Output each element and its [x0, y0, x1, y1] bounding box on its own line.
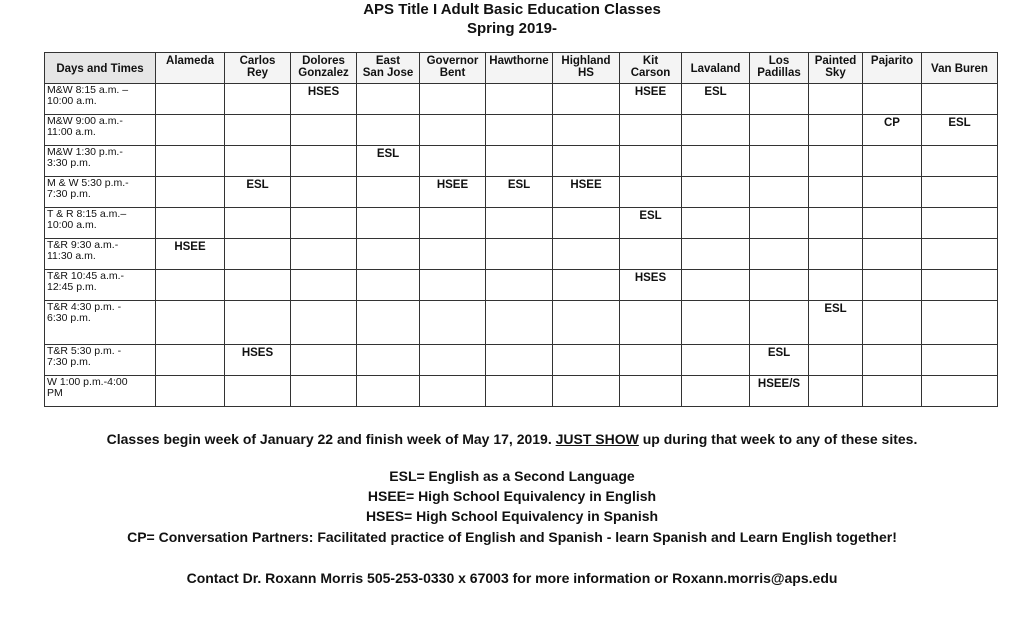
class-cell	[553, 301, 620, 345]
page-subtitle: Spring 2019-	[466, 20, 558, 37]
site-header-line: San Jose	[362, 67, 414, 79]
time-slot-line: 7:30 p.m.	[47, 188, 91, 200]
class-cell	[809, 239, 863, 270]
class-cell	[553, 208, 620, 239]
class-cell	[863, 301, 922, 345]
class-cell	[357, 239, 420, 270]
class-cell	[225, 239, 291, 270]
class-cell	[156, 177, 225, 208]
class-cell: ESL	[682, 84, 750, 115]
schedule-row	[45, 301, 998, 345]
class-cell	[863, 146, 922, 177]
class-cell	[420, 345, 486, 376]
class-cell	[750, 270, 809, 301]
site-header-line: Van Buren	[931, 63, 988, 75]
site-header	[156, 53, 225, 84]
class-cell	[682, 301, 750, 345]
class-cell	[553, 270, 620, 301]
class-cell	[553, 146, 620, 177]
time-slot-line: M&W 9:00 a.m.-	[47, 115, 123, 127]
class-cell	[750, 208, 809, 239]
class-cell	[863, 345, 922, 376]
time-slot-line: T&R 9:30 a.m.-	[47, 239, 119, 251]
time-slot-line: 11:30 a.m.	[47, 250, 96, 262]
site-header-line: Alameda	[166, 55, 214, 67]
class-cell	[420, 239, 486, 270]
class-cell: ESL	[620, 208, 682, 239]
page-title: APS Title I Adult Basic Education Classes	[363, 1, 661, 18]
class-cell: HSEE	[620, 84, 682, 115]
schedule-row	[45, 270, 998, 301]
schedule-row	[45, 177, 998, 208]
site-header-line: East	[375, 55, 401, 67]
site-header-line: Dolores	[302, 55, 345, 67]
site-header-line: Bent	[439, 67, 466, 79]
class-cell	[420, 376, 486, 407]
class-cell	[809, 115, 863, 146]
time-slot-cell	[45, 239, 156, 270]
class-cell	[809, 177, 863, 208]
time-slot-line: 10:00 a.m.	[47, 219, 97, 231]
class-cell	[357, 345, 420, 376]
class-cell	[486, 270, 553, 301]
class-cell	[156, 146, 225, 177]
class-cell	[863, 208, 922, 239]
class-cell	[420, 208, 486, 239]
class-cell: HSES	[225, 345, 291, 376]
time-slot-line: 7:30 p.m.	[47, 356, 91, 368]
class-cell	[553, 376, 620, 407]
time-slot-line: T&R 4:30 p.m. -	[47, 301, 122, 313]
schedule-note-text: Classes begin week of January 22 and finish week of May 17, 2019.	[106, 431, 556, 447]
class-cell	[682, 345, 750, 376]
class-cell: CP	[863, 115, 922, 146]
class-cell	[809, 270, 863, 301]
class-cell	[486, 208, 553, 239]
class-cell: HSES	[620, 270, 682, 301]
class-cell	[486, 301, 553, 345]
time-slot-line: W 1:00 p.m.-4:00	[47, 376, 128, 388]
class-cell	[291, 177, 357, 208]
class-cell	[750, 239, 809, 270]
class-cell	[620, 345, 682, 376]
time-slot-line: M&W 1:30 p.m.-	[47, 146, 123, 158]
class-cell	[420, 146, 486, 177]
time-slot-cell	[45, 84, 156, 115]
class-cell	[922, 208, 998, 239]
time-slot-cell	[45, 177, 156, 208]
class-cell	[420, 301, 486, 345]
class-cell	[225, 146, 291, 177]
class-cell	[620, 177, 682, 208]
class-cell	[291, 239, 357, 270]
class-cell	[420, 84, 486, 115]
site-header-line: Carlos	[239, 55, 276, 67]
time-slot-cell	[45, 345, 156, 376]
class-cell	[486, 239, 553, 270]
site-header	[863, 53, 922, 84]
class-cell	[620, 376, 682, 407]
site-header-line: Hawthorne	[489, 55, 549, 67]
class-cell	[922, 345, 998, 376]
legend-hsee: HSEE= High School Equivalency in English	[367, 488, 657, 504]
class-cell	[225, 84, 291, 115]
time-slot-line: 6:30 p.m.	[47, 312, 91, 324]
schedule-row	[45, 146, 998, 177]
class-cell	[750, 115, 809, 146]
site-header-line: Pajarito	[870, 55, 914, 67]
schedule-row	[45, 239, 998, 270]
class-cell	[291, 376, 357, 407]
class-cell	[553, 115, 620, 146]
class-cell	[156, 345, 225, 376]
time-slot-cell	[45, 208, 156, 239]
legend-esl: ESL= English as a Second Language	[389, 468, 635, 484]
class-cell	[291, 146, 357, 177]
site-header	[553, 53, 620, 84]
site-header-line: Padillas	[757, 67, 801, 79]
just-show-emphasis: JUST SHOW	[555, 431, 639, 447]
site-header-line: Rey	[246, 67, 269, 79]
class-cell	[486, 115, 553, 146]
class-cell	[291, 115, 357, 146]
class-cell: HSEE	[156, 239, 225, 270]
class-cell	[922, 146, 998, 177]
site-header	[682, 53, 750, 84]
class-cell	[420, 115, 486, 146]
class-cell	[620, 146, 682, 177]
class-cell	[225, 376, 291, 407]
class-cell	[553, 345, 620, 376]
class-cell	[156, 270, 225, 301]
class-cell	[225, 115, 291, 146]
class-cell	[156, 208, 225, 239]
schedule-row	[45, 115, 998, 146]
site-header-line: Painted	[814, 55, 857, 67]
class-cell	[357, 208, 420, 239]
time-slot-cell	[45, 376, 156, 407]
class-cell	[922, 301, 998, 345]
schedule-note-text: up during that week to any of these sites.	[638, 431, 918, 447]
class-cell	[809, 208, 863, 239]
site-header	[922, 53, 998, 84]
class-cell	[682, 115, 750, 146]
legend-hses: HSES= High School Equivalency in Spanish	[365, 508, 659, 524]
site-header	[225, 53, 291, 84]
class-cell	[922, 270, 998, 301]
class-cell	[291, 208, 357, 239]
class-cell	[620, 239, 682, 270]
time-slot-line: M & W 5:30 p.m.-	[47, 177, 129, 189]
class-cell	[553, 84, 620, 115]
class-cell	[291, 270, 357, 301]
site-header-line: Los	[768, 55, 790, 67]
class-cell	[225, 301, 291, 345]
class-cell	[809, 345, 863, 376]
class-cell	[863, 177, 922, 208]
class-cell	[486, 376, 553, 407]
site-header-line: Governor	[426, 55, 479, 67]
class-cell	[682, 270, 750, 301]
schedule-row	[45, 376, 998, 407]
class-schedule-table	[44, 52, 998, 407]
class-cell	[922, 84, 998, 115]
class-cell: ESL	[750, 345, 809, 376]
class-cell	[750, 301, 809, 345]
class-cell: ESL	[357, 146, 420, 177]
site-header-line: Lavaland	[690, 63, 741, 75]
site-header-line: Gonzalez	[298, 67, 349, 79]
class-cell: HSEE	[553, 177, 620, 208]
site-header	[750, 53, 809, 84]
time-slot-line: T&R 5:30 p.m. -	[47, 345, 122, 357]
time-slot-line: 10:00 a.m.	[47, 95, 97, 107]
site-header-line: Carson	[630, 67, 671, 79]
class-cell	[682, 177, 750, 208]
class-cell	[620, 115, 682, 146]
class-cell	[291, 345, 357, 376]
class-cell	[682, 239, 750, 270]
class-cell: ESL	[809, 301, 863, 345]
class-cell	[750, 146, 809, 177]
time-slot-line: 3:30 p.m.	[47, 157, 91, 169]
class-cell	[863, 376, 922, 407]
class-cell	[156, 115, 225, 146]
site-header-line: Kit	[642, 55, 659, 67]
class-cell	[750, 177, 809, 208]
class-cell	[225, 270, 291, 301]
class-cell	[225, 208, 291, 239]
class-cell	[291, 301, 357, 345]
site-header-line: HS	[578, 67, 594, 79]
class-cell	[420, 270, 486, 301]
class-cell	[357, 84, 420, 115]
schedule-note	[0, 430, 1024, 448]
class-cell	[922, 239, 998, 270]
class-cell	[486, 84, 553, 115]
site-header-line: Highland	[561, 55, 611, 67]
class-cell: HSEE/S	[750, 376, 809, 407]
legend-cp: CP= Conversation Partners: Facilitated practice of English and Spanish - learn Spanish and Learn English together!	[127, 529, 897, 545]
schedule-body	[45, 84, 998, 407]
class-cell	[809, 376, 863, 407]
class-cell	[922, 177, 998, 208]
schedule-row	[45, 345, 998, 376]
class-cell	[156, 376, 225, 407]
class-cell: ESL	[225, 177, 291, 208]
class-cell	[922, 376, 998, 407]
site-header	[620, 53, 682, 84]
class-cell	[357, 376, 420, 407]
schedule-row	[45, 84, 998, 115]
class-cell	[357, 177, 420, 208]
time-slot-line: M&W 8:15 a.m. –	[47, 84, 129, 96]
time-slot-line: T&R 10:45 a.m.-	[47, 270, 125, 282]
class-cell	[156, 84, 225, 115]
site-header	[486, 53, 553, 84]
time-slot-line: 12:45 p.m.	[47, 281, 97, 293]
class-cell	[486, 146, 553, 177]
class-cell	[620, 301, 682, 345]
class-cell	[750, 84, 809, 115]
time-slot-cell	[45, 301, 156, 345]
class-cell: ESL	[922, 115, 998, 146]
class-cell: ESL	[486, 177, 553, 208]
site-header	[357, 53, 420, 84]
site-header-line: Sky	[825, 67, 846, 79]
header-row	[45, 53, 998, 84]
class-cell	[809, 84, 863, 115]
class-cell	[863, 270, 922, 301]
class-cell	[357, 115, 420, 146]
class-cell	[809, 146, 863, 177]
time-slot-cell	[45, 270, 156, 301]
class-cell	[682, 146, 750, 177]
class-cell	[863, 84, 922, 115]
time-slot-cell	[45, 115, 156, 146]
site-header	[291, 53, 357, 84]
class-cell	[486, 345, 553, 376]
class-cell	[357, 301, 420, 345]
time-slot-line: T & R 8:15 a.m.–	[47, 208, 127, 220]
site-header	[809, 53, 863, 84]
class-cell	[863, 239, 922, 270]
schedule-row	[45, 208, 998, 239]
class-cell	[156, 301, 225, 345]
class-cell	[553, 239, 620, 270]
class-cell	[682, 208, 750, 239]
site-header	[420, 53, 486, 84]
class-cell	[682, 376, 750, 407]
time-slot-line: PM	[47, 387, 63, 399]
time-slot-cell	[45, 146, 156, 177]
days-and-times-header: Days and Times	[45, 53, 156, 84]
contact-info: Contact Dr. Roxann Morris 505-253-0330 x 67003 for more information or Roxann.morris@aps.edu	[186, 570, 838, 586]
class-cell: HSES	[291, 84, 357, 115]
class-cell: HSEE	[420, 177, 486, 208]
time-slot-line: 11:00 a.m.	[47, 126, 96, 138]
class-cell	[357, 270, 420, 301]
